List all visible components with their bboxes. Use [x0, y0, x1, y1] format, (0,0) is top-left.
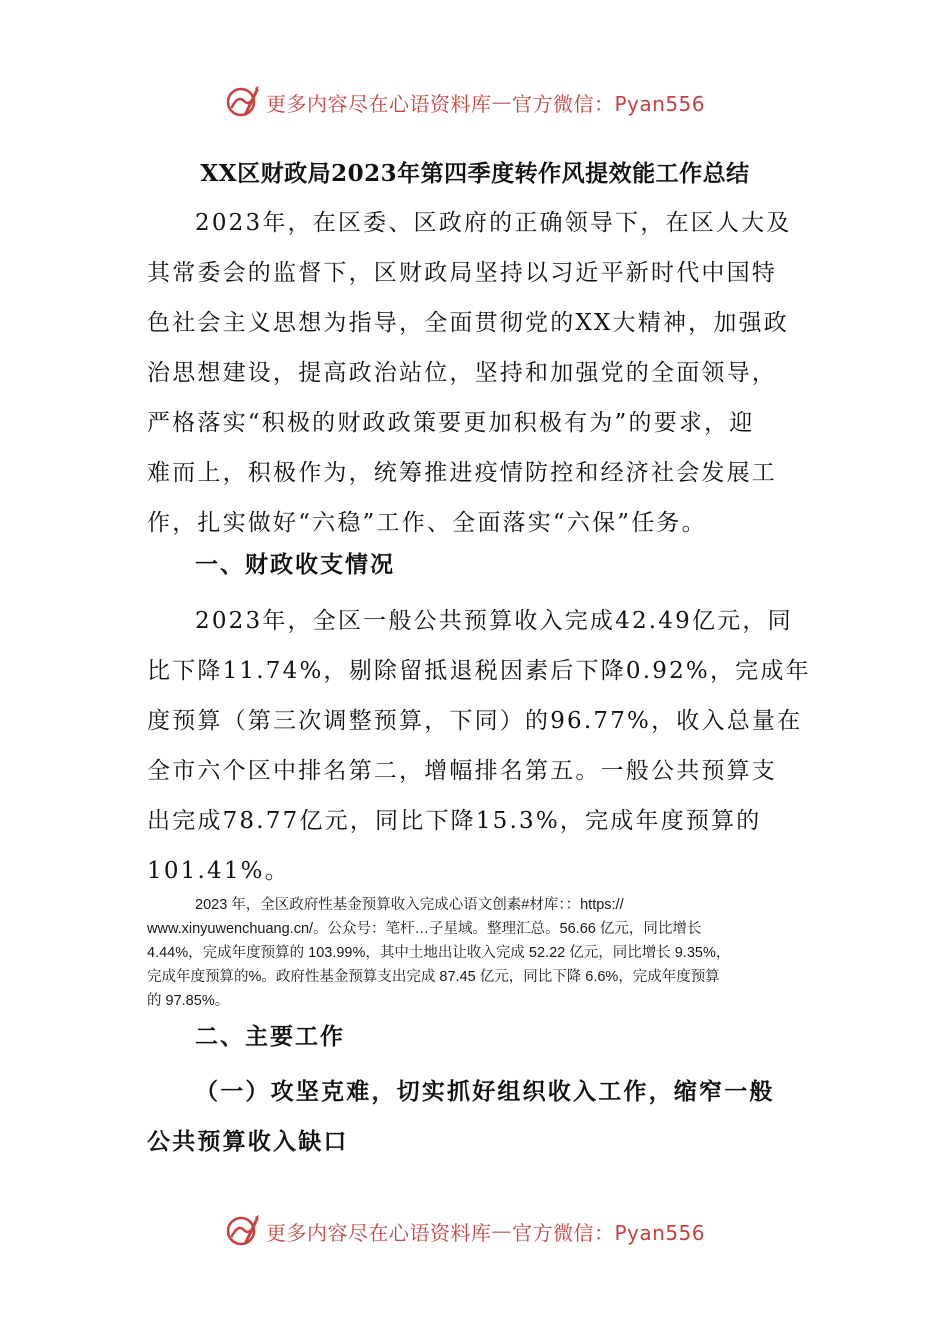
watermark-official-text: 官方微信：Pyan556 [512, 1220, 706, 1245]
section-heading-main-work: 二、主要工作 [195, 1023, 345, 1050]
heading-line: 公共预算收入缺口 [147, 1128, 349, 1155]
paragraph-line: 难而上，积极作为，统筹推进疫情防控和经济社会发展工 [147, 460, 777, 486]
paragraph-line: 其常委会的监督下，区财政局坚持以习近平新时代中国特 [147, 260, 777, 286]
paragraph-line: 度预算（第三次调整预算，下同）的96.77%，收入总量在 [147, 708, 803, 734]
watermark-banner-content [226, 82, 705, 122]
paragraph-line: 治思想建设，提高政治站位，坚持和加强党的全面领导， [147, 360, 777, 386]
paragraph-line: www.xinyuwenchuang.cn/。公众号：笔杆…子星域。整理汇总。56.66 亿元，同比增长 [147, 921, 702, 937]
paragraph-line: 作，扎实做好“六稳”工作、全面落实“六保”任务。 [147, 510, 707, 536]
watermark-dash: — [491, 1219, 512, 1243]
fund-budget-paragraph [147, 893, 809, 1013]
paragraph-line: 2023年，在区委、区政府的正确领导下，在区人大及 [195, 210, 792, 236]
paragraph-line: 严格落实“积极的财政政策要更加积极有为”的要求，迎 [147, 410, 755, 436]
pen-signature-icon [226, 85, 260, 119]
paragraph-line: 101.41%。 [147, 858, 290, 884]
fiscal-paragraph [147, 596, 811, 896]
watermark-official-text: 官方微信：Pyan556 [512, 91, 706, 116]
watermark-banner-bottom [0, 1211, 950, 1251]
watermark-banner-content [226, 1211, 705, 1251]
section-heading-fiscal: 一、财政收支情况 [195, 551, 395, 578]
document-title: XX区财政局2023年第四季度转作风提效能工作总结 [200, 160, 750, 187]
paragraph-line: 出完成78.77亿元，同比下降15.3%，完成年度预算的 [147, 808, 762, 834]
paragraph-line: 完成年度预算的%。政府性基金预算支出完成 87.45 亿元，同比下降 6.6%，完成年度预算 [147, 969, 720, 985]
intro-paragraph [147, 198, 807, 548]
paragraph-line: 2023 年，全区政府性基金预算收入完成心语文创素#材库：：https:// [195, 897, 624, 913]
paragraph-line: 全市六个区中排名第二，增幅排名第五。一般公共预算支 [147, 758, 777, 784]
paragraph-line: 4.44%，完成年度预算的 103.99%，其中土地出让收入完成 52.22 亿元，同比增长 9.35%， [147, 945, 731, 961]
paragraph-line: 的 97.85%。 [147, 993, 230, 1009]
paragraph-line: 比下降11.74%，剔除留抵退税因素后下降0.92%，完成年 [147, 658, 811, 684]
watermark-banner-top [0, 82, 950, 122]
watermark-brand-text: 更多内容尽在心语资料库 [266, 91, 492, 116]
heading-line: （一）攻坚克难，切实抓好组织收入工作，缩窄一般 [195, 1078, 775, 1105]
subsection-heading-revenue [147, 1067, 807, 1167]
pen-signature-icon [226, 1214, 260, 1248]
watermark-dash: — [491, 90, 512, 114]
paragraph-line: 2023年，全区一般公共预算收入完成42.49亿元，同 [195, 608, 793, 634]
paragraph-line: 色社会主义思想为指导，全面贯彻党的XX大精神，加强政 [147, 310, 789, 336]
watermark-brand-text: 更多内容尽在心语资料库 [266, 1220, 492, 1245]
